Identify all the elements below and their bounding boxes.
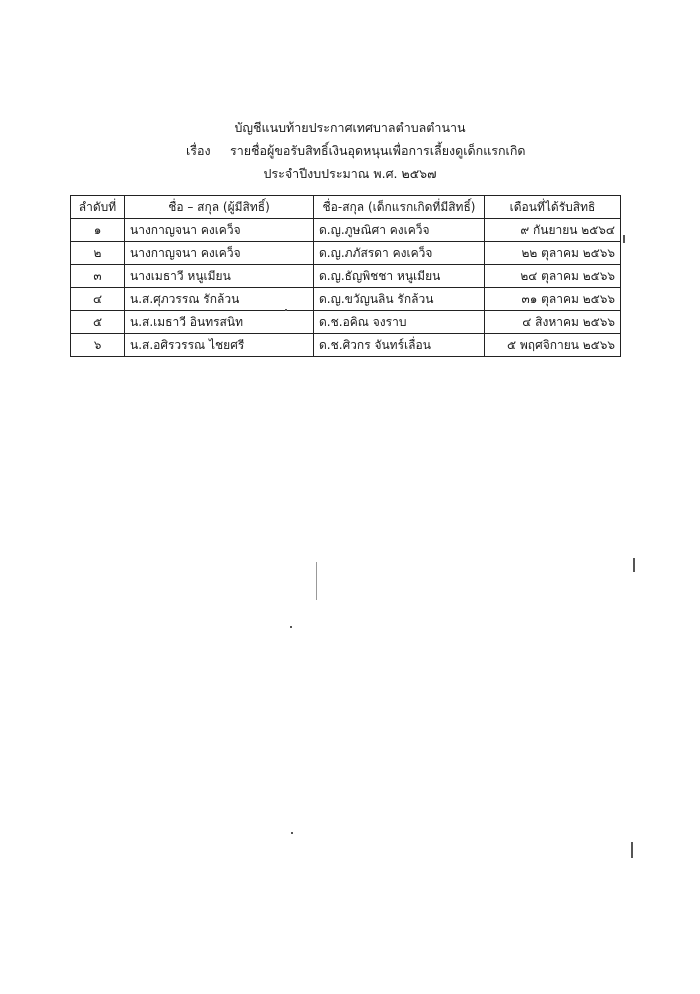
cell-order: ๒: [71, 242, 125, 265]
cell-name: น.ส.ศุภวรรณ รักล้วน: [125, 288, 314, 311]
cell-child: ด.ช.ศิวกร จันทร์เลื่อน: [314, 334, 485, 357]
column-header-order: ลำดับที่: [71, 196, 125, 219]
cell-order: ๕: [71, 311, 125, 334]
cell-month: ๔ สิงหาคม ๒๕๖๖: [485, 311, 621, 334]
cell-order: ๖: [71, 334, 125, 357]
cell-name: นางกาญจนา คงเคว็จ: [125, 242, 314, 265]
cell-name: นางเมธาวี หนูเมียน: [125, 265, 314, 288]
table-row: [71, 311, 621, 334]
subject-label: เรื่อง: [186, 143, 211, 158]
cell-name: น.ส.อศิรวรรณ ไชยศรี: [125, 334, 314, 357]
scan-mark: [631, 842, 633, 858]
table-row: [71, 334, 621, 357]
table-row: [71, 242, 621, 265]
table-row: [71, 265, 621, 288]
cell-child: ด.ญ.ภูษณิศา คงเคว็จ: [314, 219, 485, 242]
table-row: [71, 288, 621, 311]
cell-child: ด.ช.อคิณ จงราบ: [314, 311, 485, 334]
cell-child: ด.ญ.ธัญพิชชา หนูเมียน: [314, 265, 485, 288]
cell-month: ๓๑ ตุลาคม ๒๕๖๖: [485, 288, 621, 311]
table-row: [71, 219, 621, 242]
scan-mark: [291, 832, 293, 834]
subject-text: รายชื่อผู้ขอรับสิทธิ์เงินอุดหนุนเพื่อการเลี้ยงดูเด็กแรกเกิด: [230, 143, 526, 158]
cell-name: นางกาญจนา คงเคว็จ: [125, 219, 314, 242]
cell-month: ๒๔ ตุลาคม ๒๕๖๖: [485, 265, 621, 288]
scan-mark: [633, 558, 635, 572]
cell-order: ๔: [71, 288, 125, 311]
cell-order: ๑: [71, 219, 125, 242]
column-header-child: ชื่อ-สกุล (เด็กแรกเกิดที่มีสิทธิ์): [314, 196, 485, 219]
cell-order: ๓: [71, 265, 125, 288]
cell-month: ๒๒ ตุลาคม ๒๕๖๖: [485, 242, 621, 265]
cell-child: ด.ญ.ขวัญนลิน รักล้วน: [314, 288, 485, 311]
cell-child: ด.ญ.ภภัสรดา คงเคว็จ: [314, 242, 485, 265]
cell-month: ๙ กันยายน ๒๕๖๔: [485, 219, 621, 242]
recipients-table: [70, 195, 621, 357]
scan-mark: [316, 562, 317, 600]
cell-name: น.ส.เมธาวี อินทรสนิท: [125, 311, 314, 334]
cell-month: ๕ พฤศจิกายน ๒๕๖๖: [485, 334, 621, 357]
column-header-month: เดือนที่ได้รับสิทธิ: [485, 196, 621, 219]
document-title: บัญชีแนบท้ายประกาศเทศบาลตำบลตำนาน: [234, 120, 466, 135]
table-header-row: [71, 196, 621, 219]
column-header-name: ชื่อ – สกุล (ผู้มีสิทธิ์): [125, 196, 314, 219]
fiscal-year: ประจำปีงบประมาณ พ.ศ. ๒๕๖๗: [263, 166, 437, 181]
scan-mark: [285, 309, 287, 311]
scan-mark: [623, 235, 625, 243]
scan-mark: [290, 626, 292, 628]
